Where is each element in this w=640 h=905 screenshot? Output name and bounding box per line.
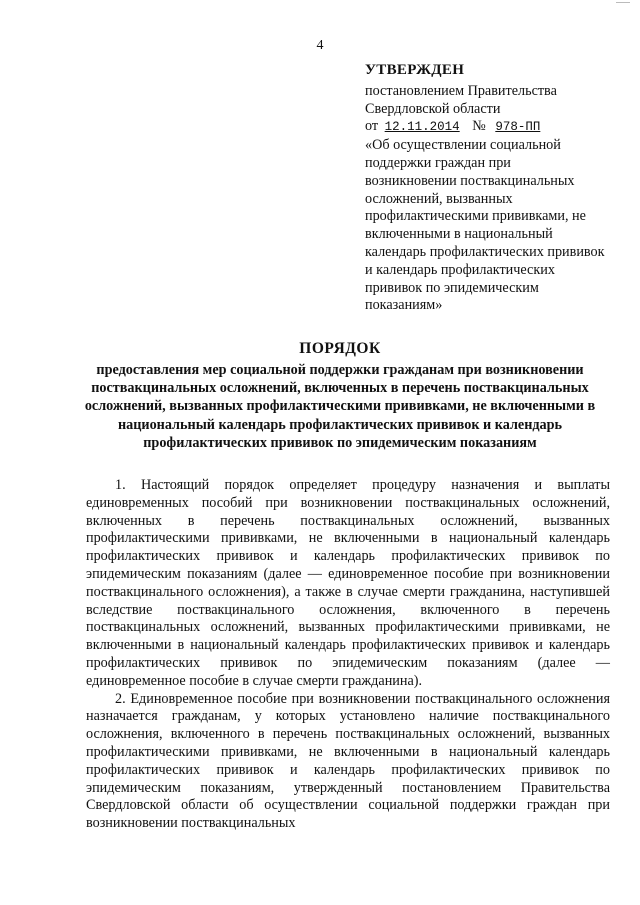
decree-title: «Об осуществлении социальной поддержки граждан при возникновении поствакцинальных осложнений, вызванных профилактическими прививками, не включенными в национальный календарь профилактических прививок и календарь профилактических прививок по эпидемическим показаниям» — [365, 137, 605, 314]
paragraph: 2. Единовременное пособие при возникновении поствакцинального осложнения назначается гражданам, у которых установлено наличие поствакцинального осложнения, включенного в перечень поствакцинальных осложнений, вызванных профилактическими прививками, не включенными в национальный календарь профилактических прививок и календарь профилактических прививок по эпидемическим показаниям, утвержденный постановлением Правительства Свердловской области об осуществлении социальной поддержки граждан при возникновении поствакцинальных — [86, 690, 610, 832]
approval-line-2: Свердловской области — [365, 100, 501, 117]
document-subtitle: предоставления мер социальной поддержки гражданам при возникновении поствакцинальных осложнений, включенных в перечень поствакцинальных осложнений, вызванных профилактическими прививками, не включенными в национальный календарь профилактических прививок и календарь профилактических прививок по эпидемическим показаниям — [84, 362, 596, 451]
approval-date-line — [365, 118, 605, 137]
decree-date: 12.11.2014 — [384, 120, 460, 135]
from-label: от — [365, 118, 379, 135]
approval-line-1: постановлением Правительства — [365, 82, 557, 99]
page-number: 4 — [316, 38, 324, 53]
approval-block — [365, 62, 605, 315]
approval-heading: УТВЕРЖДЕН — [365, 62, 465, 78]
document-body — [86, 477, 610, 833]
scan-artifact — [616, 2, 630, 9]
paragraph: 1. Настоящий порядок определяет процедуру назначения и выплаты единовременных пособий при возникновении поствакцинальных осложнений, включенных в перечень поствакцинальных осложнений, вызванных профилактическими прививками, не включенными в национальный календарь профилактических прививок и календарь профилактических прививок по эпидемическим показаниям (далее — единовременное пособие при возникновении поствакцинального осложнения), а также в случае смерти гражданина, наступившей вследствие поствакцинального осложнения, включенного в перечень поствакцинальных осложнений, вызванных профилактическими прививками, не включенными в национальный календарь профилактических прививок и календарь профилактических прививок по эпидемическим показаниям (далее — единовременное пособие в случае смерти гражданина). — [86, 477, 610, 689]
document-title: ПОРЯДОК — [299, 340, 381, 357]
document-heading — [60, 340, 620, 452]
decree-number: 978-ПП — [495, 120, 541, 135]
number-label: № — [472, 118, 486, 135]
